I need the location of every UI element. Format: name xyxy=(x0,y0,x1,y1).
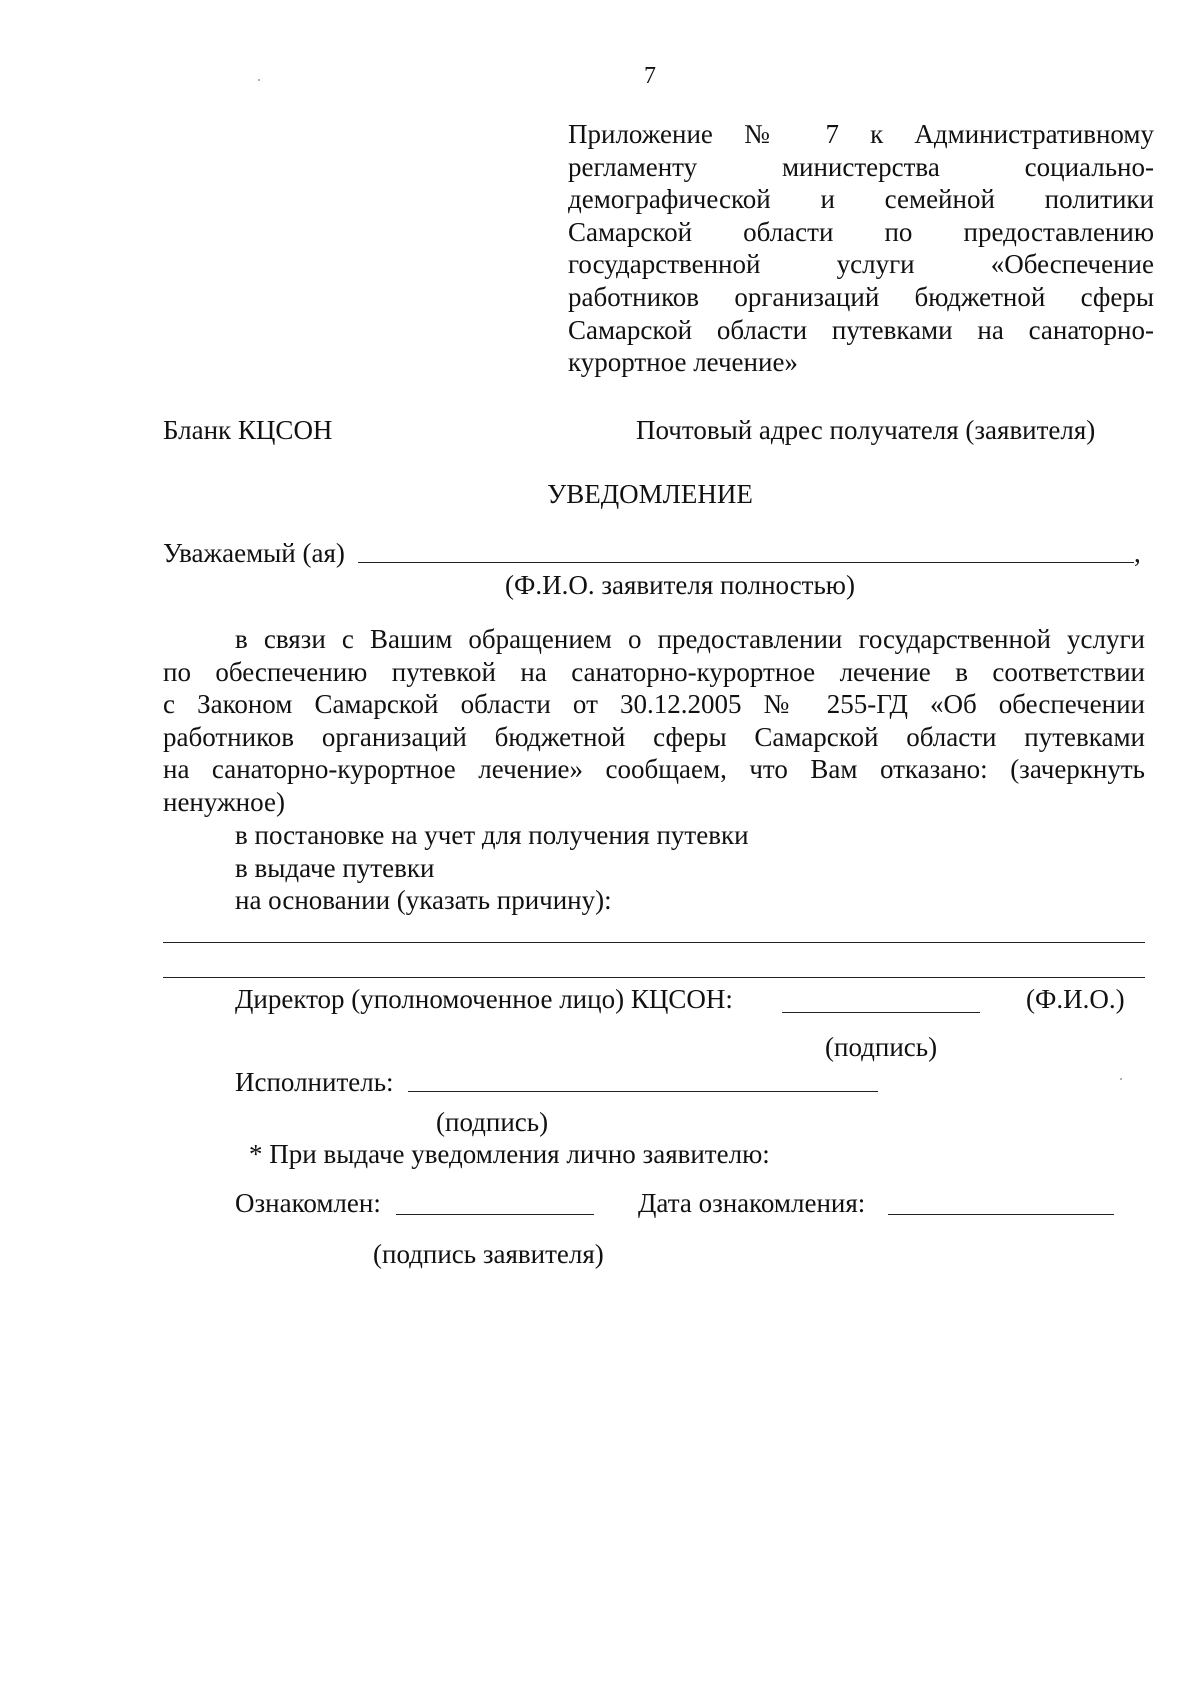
executor-signature-caption: (подпись) xyxy=(436,1107,549,1137)
director-signature-line[interactable] xyxy=(782,1012,980,1013)
annex-line: Самарской области по предоставлению xyxy=(568,216,1154,247)
applicant-name-caption: (Ф.И.О. заявителя полностью) xyxy=(505,570,855,600)
director-name-label: (Ф.И.О.) xyxy=(1026,984,1125,1014)
document-title: УВЕДОМЛЕНИЕ xyxy=(547,479,753,509)
annex-line: курортное лечение» xyxy=(568,347,798,378)
annex-line: работников организаций бюджетной сферы xyxy=(568,281,1154,312)
postal-address-label: Почтовый адрес получателя (заявителя) xyxy=(636,415,1096,445)
body-line: работников организаций бюджетной сферы Самарской области путевками xyxy=(163,721,1145,752)
director-signature-caption: (подпись) xyxy=(825,1032,938,1062)
option-issue: в выдаче путевки xyxy=(235,853,435,883)
greeting-comma: , xyxy=(1134,538,1141,568)
blank-label: Бланк КЦСОН xyxy=(163,415,333,445)
executor-signature-line[interactable] xyxy=(408,1091,878,1092)
applicant-signature-caption: (подпись заявителя) xyxy=(373,1239,604,1269)
acquaintance-date-line[interactable] xyxy=(888,1214,1114,1215)
acquaintance-date-label: Дата ознакомления: xyxy=(638,1188,866,1218)
executor-label: Исполнитель: xyxy=(235,1067,394,1097)
annex-reference xyxy=(568,118,1154,379)
page-number: 7 xyxy=(644,63,656,89)
option-reason-label: на основании (указать причину): xyxy=(235,885,612,915)
greeting-label: Уважаемый (ая) xyxy=(163,538,345,568)
option-registration: в постановке на учет для получения путевки xyxy=(235,820,749,850)
body-line: по обеспечению путевкой на санаторно-курортное лечение в соответствии xyxy=(163,656,1145,687)
body-line: с Законом Самарской области от 30.12.2005 № 255-ГД «Об обеспечении xyxy=(163,689,1145,719)
notice-body xyxy=(163,623,1145,818)
director-label: Директор (уполномоченное лицо) КЦСОН: xyxy=(235,984,733,1014)
body-line: ненужное) xyxy=(163,786,285,817)
body-line: на санаторно-курортное лечение» сообщаем, что Вам отказано: (зачеркнуть xyxy=(163,754,1145,784)
annex-line: государственной услуги «Обеспечение xyxy=(568,249,1154,280)
scan-speck xyxy=(1120,1078,1122,1080)
personal-delivery-note: * При выдаче уведомления лично заявителю: xyxy=(249,1139,770,1169)
reason-line-2[interactable] xyxy=(163,977,1145,978)
applicant-name-line[interactable] xyxy=(358,562,1134,563)
annex-line: Приложение № 7 к Административному xyxy=(568,119,1154,149)
annex-line: Самарской области путевками на санаторно- xyxy=(568,314,1154,345)
annex-line: регламенту министерства социально- xyxy=(568,151,1154,182)
acquainted-label: Ознакомлен: xyxy=(235,1188,381,1218)
scan-speck xyxy=(258,79,260,81)
body-line: в связи с Вашим обращением о предоставлении государственной услуги xyxy=(235,624,1145,654)
applicant-signature-line[interactable] xyxy=(396,1214,594,1215)
annex-line: демографической и семейной политики xyxy=(568,184,1154,215)
reason-line-1[interactable] xyxy=(163,942,1145,943)
